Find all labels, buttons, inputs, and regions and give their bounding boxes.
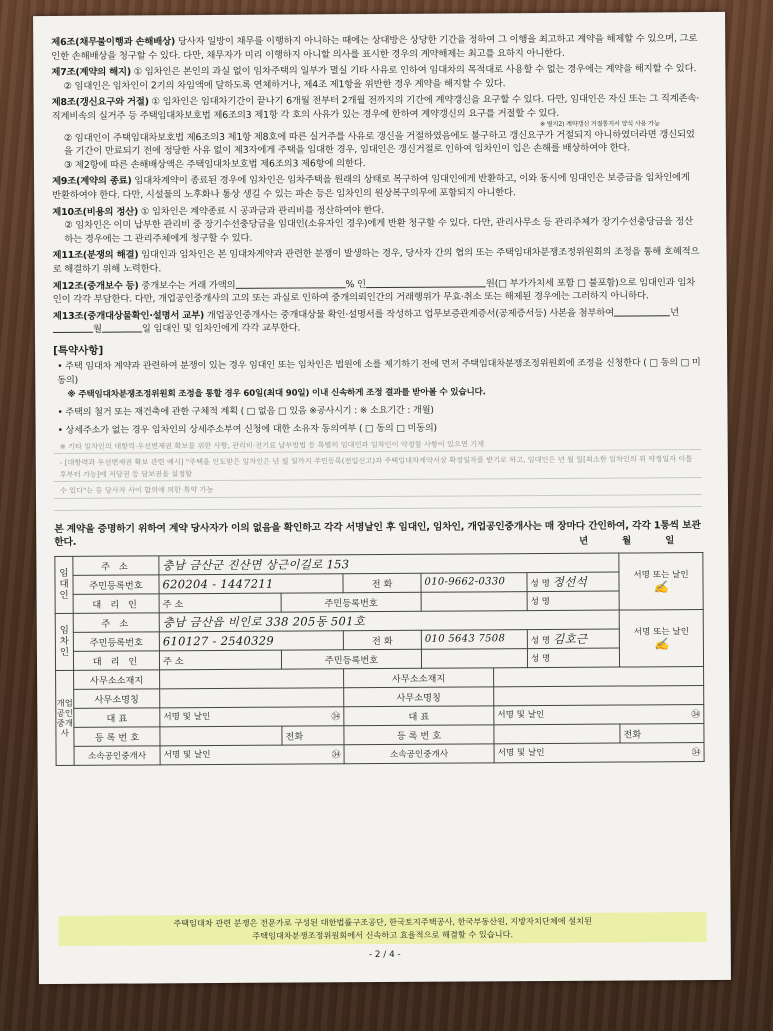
affil-label: 소속공인중개사 bbox=[344, 744, 494, 764]
article-text: 임대인과 임차인은 본 임대차계약과 관련한 분쟁이 발생하는 경우, 당사자 간의 협의 또는 주택임대차분쟁조정위원회의 조정을 통해 호혜적으로 해결하기 위해 노력한다. bbox=[52, 246, 700, 275]
month-blank bbox=[53, 323, 93, 333]
broker1-rep-sign[interactable] bbox=[160, 707, 344, 727]
dispute-notice-strip bbox=[59, 912, 707, 946]
broker1-tel[interactable] bbox=[282, 726, 344, 745]
reg-label: 등 록 번 호 bbox=[344, 725, 494, 745]
name-label: 성 명 bbox=[530, 596, 551, 607]
rrn-label: 주민등록번호 bbox=[73, 632, 159, 652]
article-clause: ③ 제2항에 따른 손해배상액은 주택임대차보호법 제6조의3 제6항에 의한다. bbox=[63, 157, 366, 171]
fee-amount-blank bbox=[366, 277, 486, 288]
broker2-rep-sign[interactable] bbox=[494, 704, 704, 724]
special-item-note bbox=[53, 384, 701, 402]
broker1-affil-sign[interactable] bbox=[160, 745, 344, 765]
article-7 bbox=[51, 62, 699, 93]
article-text: 당사자 일방이 채무를 이행하지 아니하는 때에는 상대방은 상당한 기간을 정하여 그 이행을 최고하고 계약을 해제할 수 있으며, 그로 인한 손해배상을 청구할 수 있다. 다만, 채무자가 미리 이행하지 아니할 의사를 표시한 경우의 계약해제는 최고를 요하지 아니한다. bbox=[51, 33, 698, 62]
address-short-label: 주 소 bbox=[162, 599, 184, 611]
fee-amount-unit: 원(□ 부가가치세 포함 bbox=[485, 277, 575, 289]
address-label: 주 소 bbox=[73, 613, 159, 633]
article-text: 중개보수는 거래 가액의 bbox=[138, 279, 236, 291]
broker2-office-name[interactable] bbox=[494, 685, 704, 705]
tel-label: 전화 bbox=[285, 731, 304, 743]
date-day: 일 bbox=[665, 535, 675, 547]
landlord-seal: ✍ bbox=[653, 580, 669, 595]
article-head: 제11조(분쟁의 해결) bbox=[52, 249, 139, 262]
handwritten-text: 610127 - 2540329 bbox=[162, 633, 275, 649]
sign-label: 서명 또는 날인 bbox=[633, 627, 690, 638]
article-text: 일 임대인 및 임차인에게 각각 교부한다. bbox=[141, 322, 301, 335]
handwritten-text: 충남 금산읍 비인로 338 205동 501호 bbox=[162, 613, 366, 630]
landlord-phone[interactable] bbox=[421, 572, 527, 592]
special-item-address bbox=[54, 420, 702, 438]
tenant-agent-address[interactable] bbox=[159, 650, 281, 670]
broker2-tel[interactable] bbox=[620, 723, 704, 743]
phone-label: 전 화 bbox=[343, 573, 421, 592]
special-item-text: • 주택 임대차 계약과 관련하여 분쟁이 있는 경우 임대인 또는 임차인은 법원에 소를 제기하기 전에 먼저 주택임대차분쟁조정위원회에 조정을 신청한다 ( □ 동의 □ 미동의) bbox=[57, 356, 701, 386]
rrn-label: 주민등록번호 bbox=[73, 575, 159, 595]
article-13 bbox=[53, 306, 701, 337]
day-blank bbox=[102, 323, 142, 333]
landlord-label: 임대인 bbox=[55, 556, 73, 613]
office-address-label: 사무소소재지 bbox=[344, 668, 494, 688]
tel-label: 전화 bbox=[623, 729, 642, 741]
special-hint-line: ※ 기타 임차인의 대항력·우선변제권 확보를 위한 사항, 관리비·전기료 납부방법 등 특별히 임대인과 임차인이 약정할 사항이 있으면 기재 bbox=[54, 436, 702, 454]
article-12 bbox=[53, 276, 701, 307]
renewal-note: ※ 별지2) 계약갱신 거절통지서 양식 사용 가능 bbox=[539, 119, 660, 128]
landlord-agent-address[interactable] bbox=[159, 593, 281, 613]
notice-line: 주택임대차 관련 분쟁은 전문가로 구성된 대한법률구조공단, 한국토지주택공사, 한국부동산원, 지방자치단체에 설치된 bbox=[173, 915, 593, 929]
broker1-office-name[interactable] bbox=[160, 688, 344, 708]
landlord-rrn[interactable] bbox=[159, 574, 343, 594]
article-clause: ② 임차인은 이미 납부한 관리비 중 장기수선충당금을 임대인(소유자인 경우)에게 반환 청구할 수 있다. 다만, 관리사무소 등 관리주체가 장기수선충당금을 정산하는 경우에는 그 관리주체에게 청구할 수 있다. bbox=[64, 216, 694, 245]
article-head: 제7조(계약의 해지) bbox=[51, 66, 131, 79]
broker-row-affil bbox=[56, 742, 704, 765]
seal-mark: ㉞ bbox=[331, 712, 341, 723]
year-label: 년 bbox=[670, 306, 679, 318]
tenant-agent-name[interactable] bbox=[527, 648, 619, 668]
special-terms-heading: [특약사항] bbox=[53, 344, 104, 357]
tenant-name[interactable] bbox=[527, 629, 619, 649]
article-head: 제13조(중개대상물확인·설명서 교부) bbox=[52, 309, 205, 322]
special-item-note-text: ※ 주택임대차분쟁조정위원회 조정을 통할 경우 60일(최대 90일) 이내 신속하게 조정 결과를 받아볼 수 있습니다. bbox=[67, 387, 486, 400]
tenant-rrn[interactable] bbox=[159, 631, 343, 651]
affil-label: 소속공인중개사 bbox=[74, 746, 160, 766]
special-blank-line bbox=[54, 495, 702, 511]
special-item-text: • 주택의 철거 또는 재건축에 관한 구체적 계획 ( □ 없음 □ 있음 ※공사시기 : ※ 소요기간 : 개월) bbox=[57, 404, 434, 418]
year-blank bbox=[614, 306, 670, 316]
article-11 bbox=[52, 245, 700, 276]
office-name-label: 사무소명칭 bbox=[74, 689, 160, 709]
date-year: 년 bbox=[579, 535, 589, 547]
signature-table bbox=[54, 552, 704, 766]
article-text: □ 불포함)으로 임대인과 임차인이 각각 부담한다. 다만, 개업공인중개사의 고의 또는 과실로 인하여 중개의뢰인간의 거래행위가 무효·취소 또는 해제된 경우에는 그러하지 아니하다. bbox=[52, 276, 696, 306]
rep-label: 대 표 bbox=[344, 706, 494, 726]
article-text: ① 임차인은 본인의 과실 없이 임차주택의 일부가 멸실 기타 사유로 인하여 임대차의 목적대로 사용할 수 없는 경우에는 계약을 해지할 수 있다. bbox=[130, 63, 697, 78]
agent-label: 대 리 인 bbox=[73, 651, 159, 671]
fee-rate-blank bbox=[235, 278, 345, 289]
broker2-reg[interactable] bbox=[494, 724, 620, 744]
article-9 bbox=[52, 171, 700, 202]
special-hint-line: 수 있다"는 등 당사자 사이 합의에 의한 특약 가능 bbox=[54, 480, 702, 498]
reg-label: 등 록 번 호 bbox=[74, 727, 160, 747]
landlord-name[interactable] bbox=[527, 572, 619, 592]
landlord-agent-name[interactable] bbox=[527, 591, 619, 611]
tenant-seal: ✍ bbox=[653, 637, 669, 652]
sign-label: 서명 및 날인 bbox=[163, 712, 211, 723]
handwritten-text: 충남 금산군 진산면 상근이길로 153 bbox=[162, 557, 350, 573]
handwritten-text: 010-9662-0330 bbox=[424, 576, 506, 589]
article-8 bbox=[52, 92, 700, 172]
rrn-label: 주민등록번호 bbox=[281, 649, 421, 669]
tenant-label: 임차인 bbox=[55, 613, 73, 670]
tenant-phone[interactable] bbox=[421, 629, 527, 649]
article-text: ① 임차인은 계약종료 시 공과금과 관리비를 정산하여야 한다. bbox=[138, 204, 384, 218]
tenant-agent-rrn[interactable] bbox=[421, 648, 527, 668]
article-head: 제10조(비용의 정산) bbox=[52, 206, 139, 218]
tenant-sign-box[interactable] bbox=[619, 609, 703, 667]
landlord-agent-rrn[interactable] bbox=[421, 591, 527, 611]
article-head: 제8조(갱신요구와 거절) bbox=[51, 96, 149, 109]
sign-label: 서명 또는 날인 bbox=[633, 570, 689, 581]
office-name-label: 사무소명칭 bbox=[344, 687, 494, 707]
proof-statement: 본 계약을 증명하기 위하여 계약 당사자가 이의 없음을 확인하고 각각 서명날인 후 임대인, 임차인, 개업공인중개사는 매 장마다 간인하여, 각각 1통씩 보관한다. bbox=[54, 519, 701, 548]
phone-label: 전 화 bbox=[343, 630, 421, 649]
article-head: 제12조(중개보수 등) bbox=[52, 279, 139, 292]
article-head: 제9조(계약의 종료) bbox=[52, 175, 132, 188]
agent-label: 대 리 인 bbox=[73, 594, 159, 614]
article-head: 제6조(채무불이행과 손해배상) bbox=[51, 36, 176, 49]
sign-label: 서명 및 날인 bbox=[497, 748, 545, 759]
handwritten-text: 정선석 bbox=[552, 574, 588, 589]
broker2-affil-sign[interactable] bbox=[494, 742, 704, 762]
handwritten-text: 010 5643 7508 bbox=[424, 633, 506, 646]
handwritten-text: 김호근 bbox=[553, 631, 588, 646]
seal-mark: ㉞ bbox=[691, 748, 701, 759]
name-label: 성 명 bbox=[530, 635, 551, 646]
article-6 bbox=[51, 32, 699, 63]
special-item-text: • 상세주소가 없는 경우 임차인의 상세주소부여 신청에 대한 소유자 동의여부 ( □ 동의 □ 미동의) bbox=[57, 422, 437, 436]
contract-body bbox=[51, 32, 703, 766]
special-item-dispute bbox=[53, 356, 701, 388]
special-hint-line: - [대항력과 우선변제권 확보 관련 예시] "주택을 인도받은 임차인은 년 월 일까지 주민등록(전입신고)과 주택임대차계약서상 확정일자를 받기로 하고, 임대인은 년 월 일[최소한 임차인의 위 약정일자 이틀 후부터 가능]에 저당권 등 담보권을 설정할 bbox=[54, 452, 702, 482]
broker1-office-address[interactable] bbox=[160, 669, 344, 689]
contract-page bbox=[33, 12, 731, 984]
name-label: 성 명 bbox=[530, 653, 551, 664]
article-10 bbox=[52, 202, 700, 247]
broker-label: 개업공인중개사 bbox=[56, 670, 75, 765]
handwritten-text: 620204 - 1447211 bbox=[162, 576, 274, 592]
article-text: 개업공인중개사는 중개대상물 확인·설명서를 작성하고 업무보증관계증서(공제증서등) 사본을 첨부하여 bbox=[204, 307, 615, 321]
broker1-reg[interactable] bbox=[160, 726, 282, 746]
article-text: ① 임차인은 임대차기간이 끝나기 6개월 전부터 2개월 전까지의 기간에 계약갱신을 요구할 수 있다. 다만, 임대인은 자신 또는 그 직계존속·직계비속의 실거주 등 주택임대차보호법 제6조의3 제1항 각 호의 사유가 있는 경우에 한하여 계약갱신의 요구를 거절할 수 있다. bbox=[51, 93, 700, 122]
date-month: 월 bbox=[622, 535, 632, 547]
landlord-sign-box[interactable] bbox=[619, 552, 703, 610]
address-short-label: 주 소 bbox=[162, 656, 184, 668]
rep-label: 대 표 bbox=[74, 708, 160, 728]
seal-mark: ㉞ bbox=[691, 710, 701, 721]
special-item-demolition bbox=[53, 402, 701, 420]
broker2-office-address[interactable] bbox=[494, 666, 704, 686]
article-text: 임대차계약이 종료된 경우에 임차인은 임차주택을 원래의 상태로 복구하여 임대인에게 반환하고, 이와 동시에 임대인은 보증금을 임차인에게 반환하여야 한다. 다만, 시설물의 노후화나 통상 생길 수 있는 파손 등은 임차인의 원상복구의무에 포함되지 아니한다. bbox=[52, 172, 690, 201]
office-address-label: 사무소소재지 bbox=[74, 670, 160, 690]
fee-rate-unit: % 인 bbox=[345, 278, 366, 290]
notice-line: 주택임대차분쟁조정위원회에서 신속하고 효율적으로 해결할 수 있습니다. bbox=[252, 929, 514, 941]
month-label: 월 bbox=[92, 323, 102, 336]
sign-label: 서명 및 날인 bbox=[497, 710, 545, 721]
sign-label: 서명 및 날인 bbox=[163, 750, 211, 761]
article-clause: ② 임대인은 임차인이 2기의 차임액에 달하도록 연체하거나, 제4조 제1항을 위반한 경우 계약을 해지할 수 있다. bbox=[63, 78, 506, 92]
article-clause: ② 임대인이 주택임대차보호법 제6조의3 제1항 제8호에 따른 실거주를 사유로 갱신을 거절하였음에도 불구하고 갱신요구가 거절되지 아니하였더라면 갱신되었을 기간이 만료되기 전에 정당한 사유 없이 제3자에게 주택을 임대한 경우, 임대인은 갱신거절로 인하여 임차인이 입은 손해를 배상하여야 한다. bbox=[63, 128, 695, 158]
page-number: - 2 / 4 - bbox=[368, 949, 401, 961]
name-label: 성 명 bbox=[530, 578, 550, 589]
address-label: 주 소 bbox=[73, 556, 159, 576]
rrn-label: 주민등록번호 bbox=[281, 592, 421, 612]
seal-mark: ㉞ bbox=[331, 750, 341, 761]
